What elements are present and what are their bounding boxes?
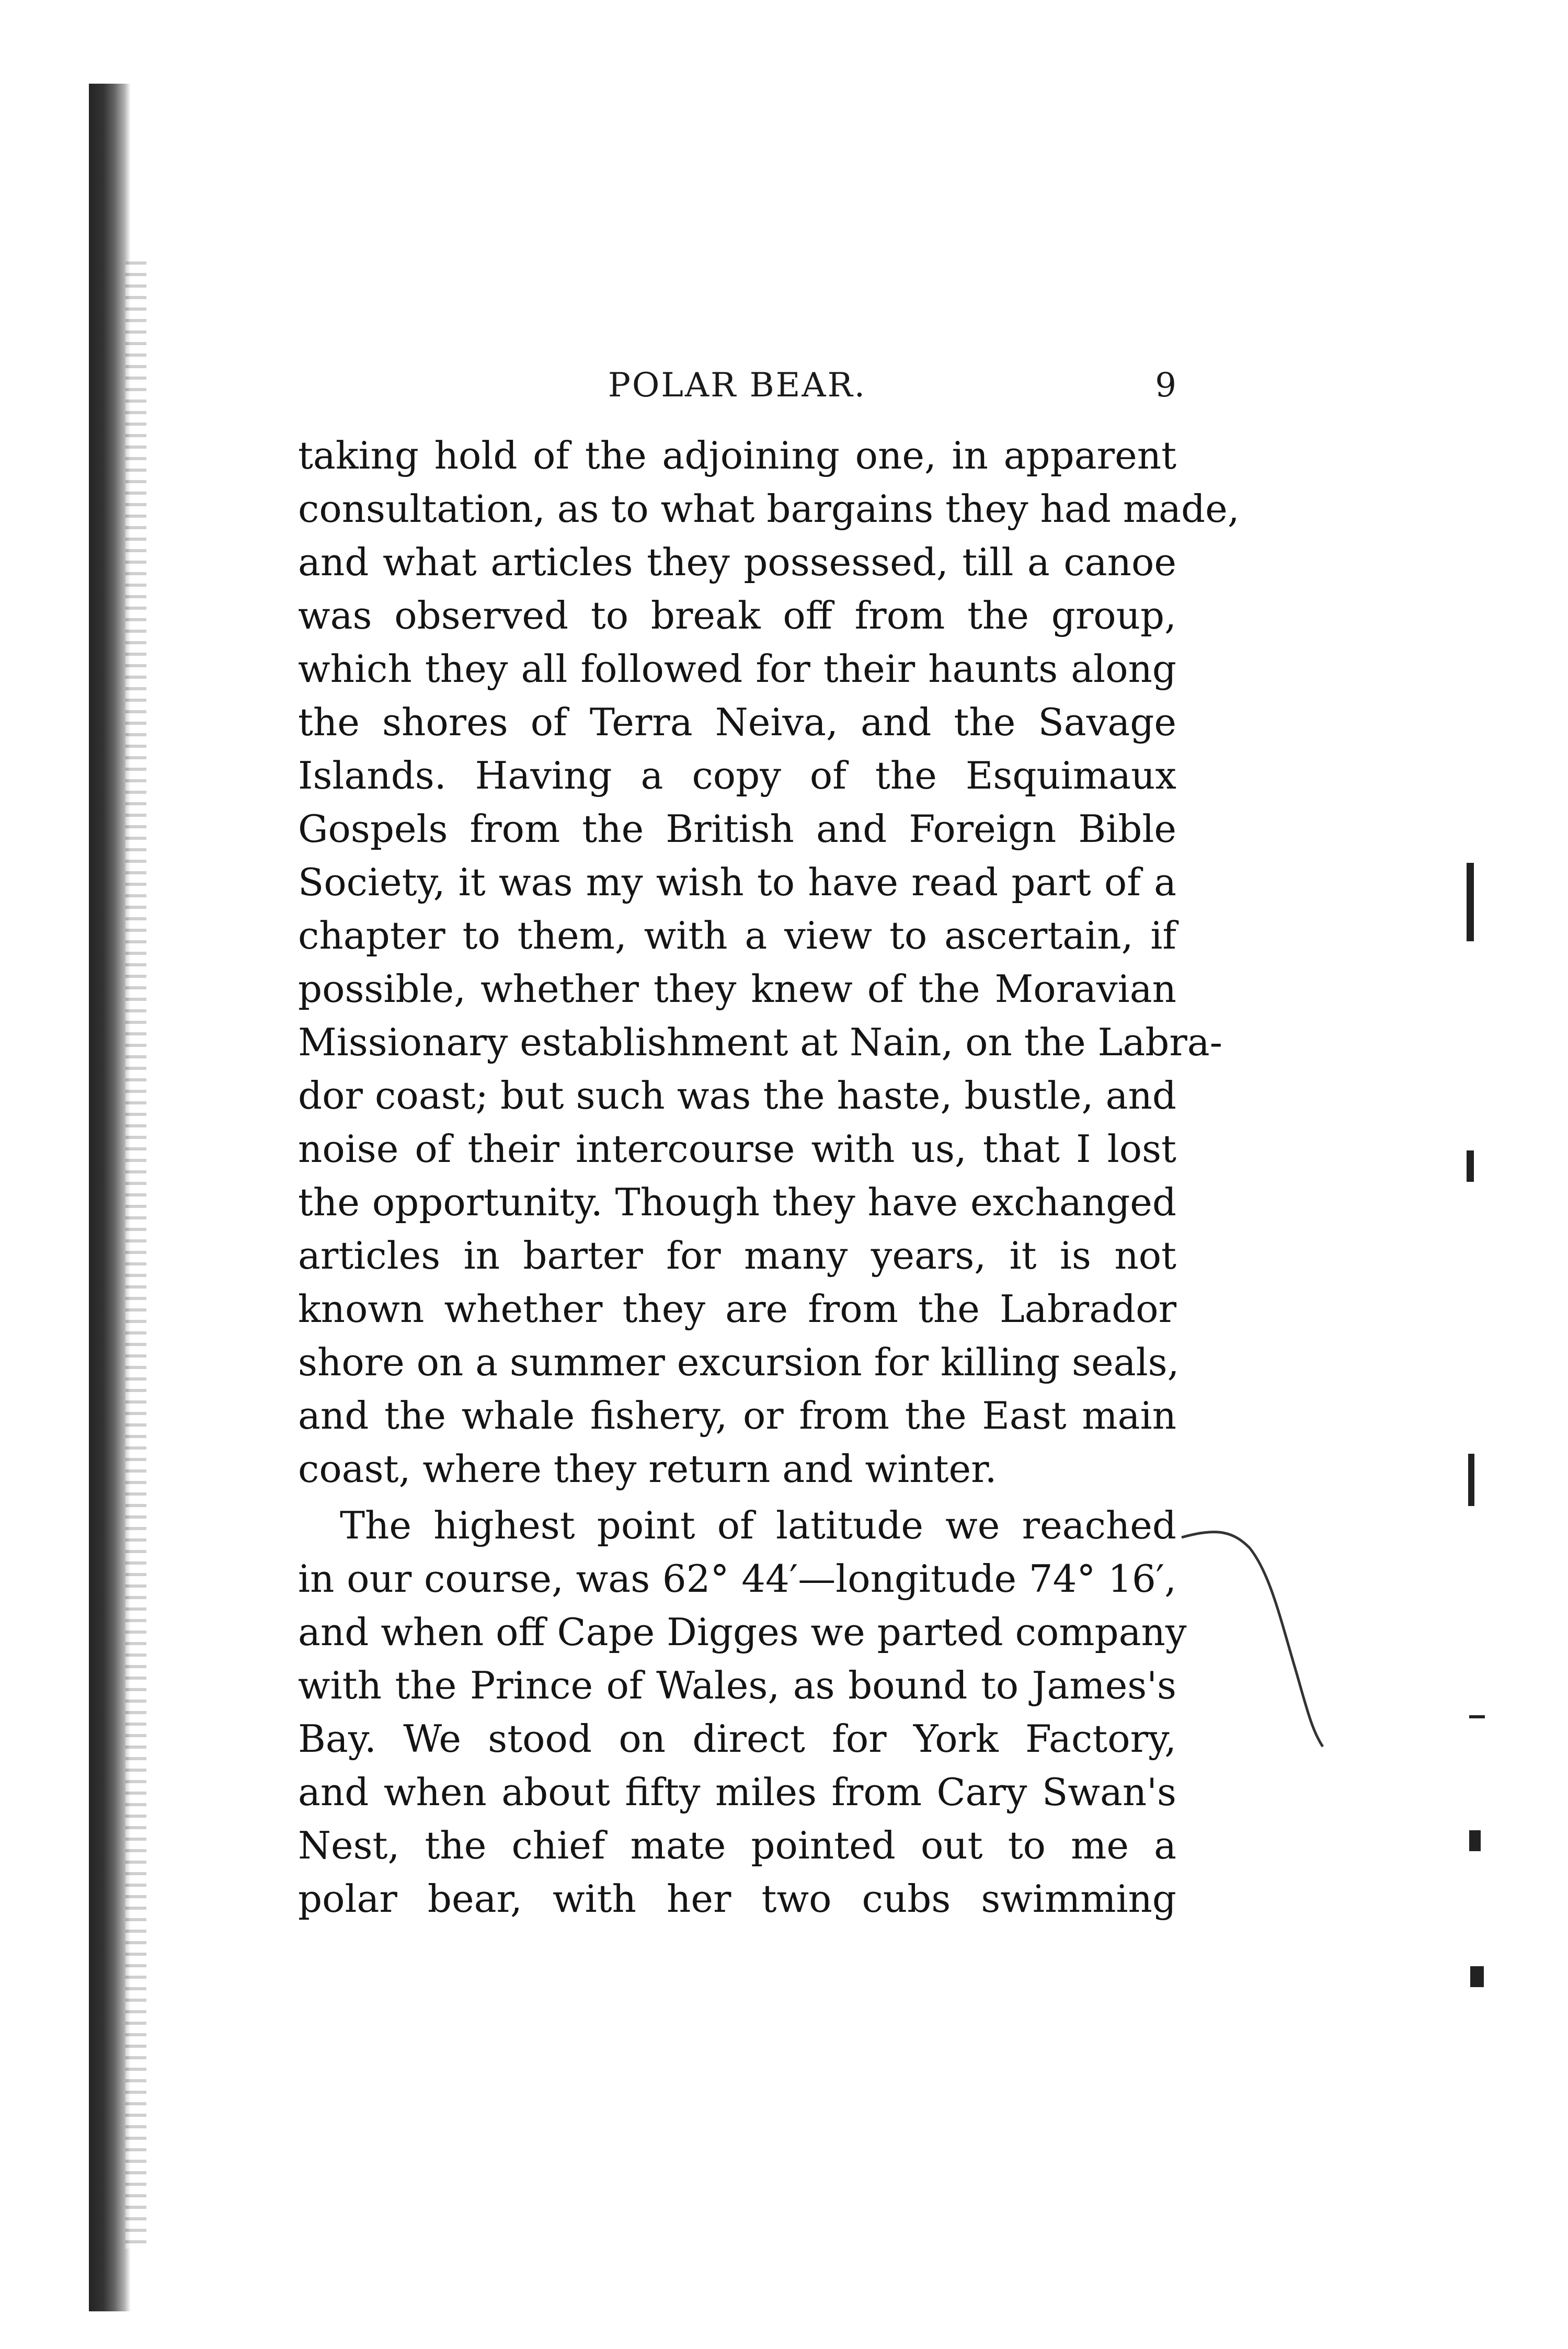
scan-mark [1469,1830,1481,1851]
text-line: and the whale fishery, or from the East main [298,1394,1176,1438]
scan-mark [1470,1966,1484,1987]
text-line: dor coast; but such was the haste, bustle, and [298,1074,1176,1118]
body-text [298,429,1240,1925]
binding-edge [89,84,131,2311]
text-line: known whether they are from the Labrador [298,1287,1176,1331]
text-line: Missionary establishment at Nain, on the Labra- [298,1020,1223,1064]
text-line: which they all followed for their haunts along [298,647,1176,691]
page-number: 9 [1155,366,1176,405]
text-line: Nest, the chief mate pointed out to me a [298,1823,1176,1867]
text-line: and when about fifty miles from Cary Swan's [298,1770,1176,1814]
running-head-title: POLAR BEAR. [608,366,867,405]
binding-shadow [125,261,146,2249]
text-line: shore on a summer excursion for killing seals, [298,1340,1180,1384]
scan-mark [1467,1150,1474,1182]
scan-mark [1468,1454,1474,1506]
scan-mark [1467,863,1474,941]
text-line: Society, it was my wish to have read part of a [298,860,1176,904]
text-line: noise of their intercourse with us, that I lost [298,1127,1176,1171]
text-line: The highest point of latitude we reached [340,1503,1176,1547]
text-line: chapter to them, with a view to ascertain, if [298,914,1176,957]
running-head [298,366,1176,413]
text-line: taking hold of the adjoining one, in apparent [298,434,1176,477]
text-line: in our course, was 62° 44′—longitude 74° 16′, [298,1557,1176,1601]
text-line: Gospels from the British and Foreign Bible [298,807,1176,851]
text-line: Bay. We stood on direct for York Factory, [298,1717,1176,1761]
text-line: articles in barter for many years, it is not [298,1234,1176,1278]
text-line: possible, whether they knew of the Moravian [298,967,1176,1011]
text-line: polar bear, with her two cubs swimming [298,1877,1176,1921]
text-line: the shores of Terra Neiva, and the Savage [298,700,1176,744]
text-line: Islands. Having a copy of the Esquimaux [298,754,1176,797]
pencil-mark [1176,1516,1333,1757]
text-line: with the Prince of Wales, as bound to James's [298,1663,1176,1707]
text-line: consultation, as to what bargains they had made, [298,487,1240,531]
text-line: the opportunity. Though they have exchanged [298,1180,1176,1224]
text-line: and what articles they possessed, till a canoe [298,540,1176,584]
text-line: coast, where they return and winter. [298,1447,997,1491]
scan-mark [1469,1715,1485,1718]
text-line: and when off Cape Digges we parted company [298,1610,1187,1654]
text-line: was observed to break off from the group, [298,594,1176,637]
